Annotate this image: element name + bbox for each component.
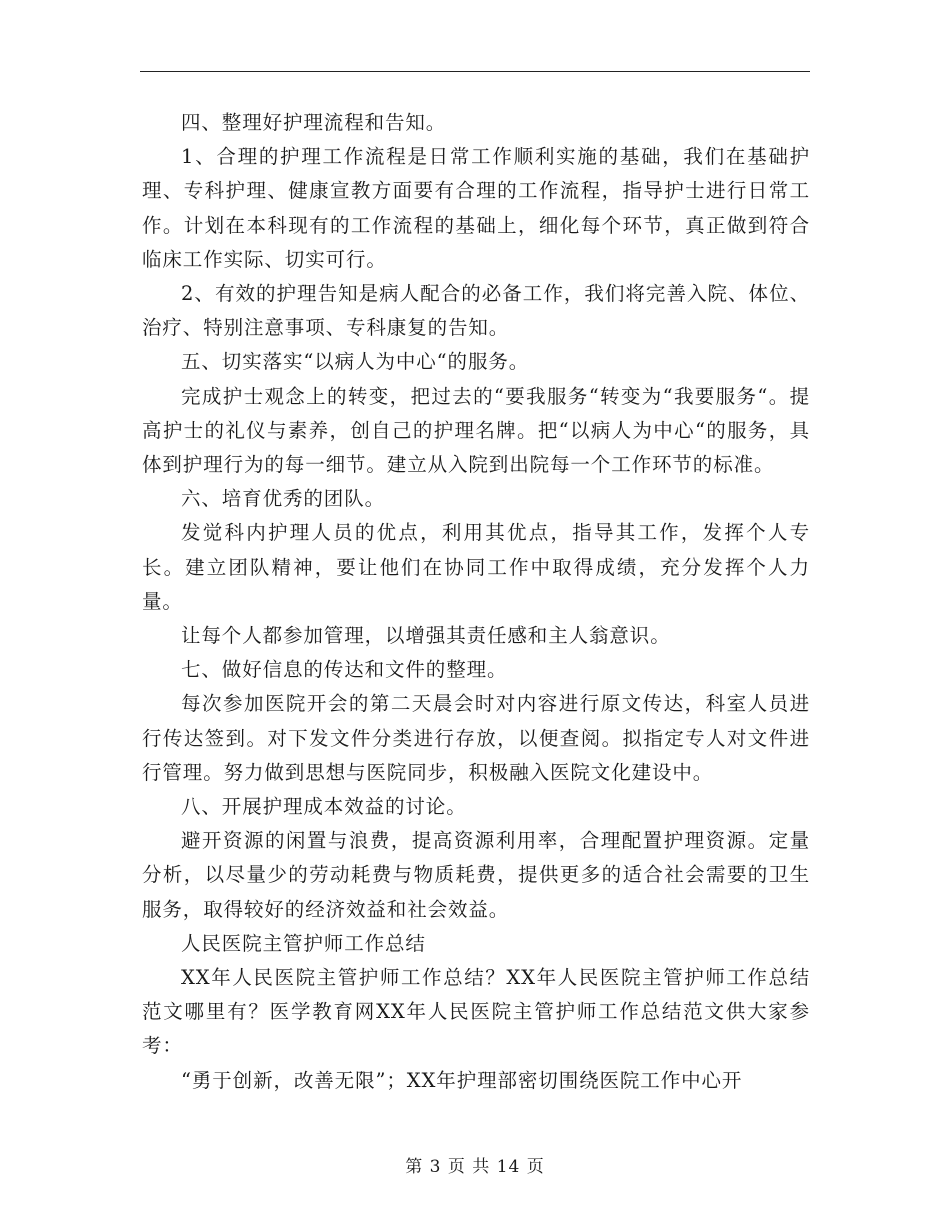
paragraph-team: 发觉科内护理人员的优点，利用其优点，指导其工作，发挥个人专长。建立团队精神，要让他们在协同工作中取得成绩，充分发挥个人力量。 xyxy=(142,521,810,613)
document-body xyxy=(142,106,810,1098)
heading-section-8: 八、开展护理成本效益的讨论。 xyxy=(181,795,467,819)
paragraph-service: 完成护士观念上的转变，把过去的“要我服务“转变为“我要服务“。提高护士的礼仪与素养，创自己的护理名牌。把“以病人为中心“的服务，具体到护理行为的每一细节。建立从入院到出院每一个工作环节的标准。 xyxy=(142,384,810,477)
heading-section-4: 四、整理好护理流程和告知。 xyxy=(181,111,447,134)
page-number: 第 3 页 共 14 页 xyxy=(405,1157,545,1177)
heading-section-7: 七、做好信息的传达和文件的整理。 xyxy=(181,658,508,682)
heading-summary-title: 人民医院主管护师工作总结 xyxy=(181,931,426,955)
paragraph-workflow: 1、合理的护理工作流程是日常工作顺利实施的基础，我们在基础护理、专科护理、健康宣教方面要有合理的工作流程，指导护士进行日常工作。计划在本科现有的工作流程的基础上，细化每个环节，真正做到符合临床工作实际、切实可行。 xyxy=(142,145,810,271)
paragraph-summary-intro: XX年人民医院主管护师工作总结？XX年人民医院主管护师工作总结范文哪里有？医学教育网XX年人民医院主管护师工作总结范文供大家参考： xyxy=(142,966,810,1058)
paragraph-participation: 让每个人都参加管理，以增强其责任感和主人翁意识。 xyxy=(181,624,671,648)
paragraph-information: 每次参加医院开会的第二天晨会时对内容进行原文传达，科室人员进行传达签到。对下发文件分类进行存放，以便查阅。拟指定专人对文件进行管理。努力做到思想与医院同步，积极融入医院文化建设中。 xyxy=(142,692,810,784)
heading-section-5: 五、切实落实“以病人为中心“的服务。 xyxy=(181,350,530,374)
paragraph-summary-start: “勇于创新，改善无限”；XX年护理部密切围绕医院工作中心开 xyxy=(181,1068,743,1092)
header-rule xyxy=(140,71,810,72)
heading-section-6: 六、培育优秀的团队。 xyxy=(181,487,386,511)
paragraph-cost-benefit: 避开资源的闲置与浪费，提高资源利用率，合理配置护理资源。定量分析，以尽量少的劳动耗费与物质耗费，提供更多的适合社会需要的卫生服务，取得较好的经济效益和社会效益。 xyxy=(142,829,810,921)
paragraph-notification: 2、有效的护理告知是病人配合的必备工作，我们将完善入院、体位、治疗、特别注意事项、专科康复的告知。 xyxy=(142,282,810,340)
